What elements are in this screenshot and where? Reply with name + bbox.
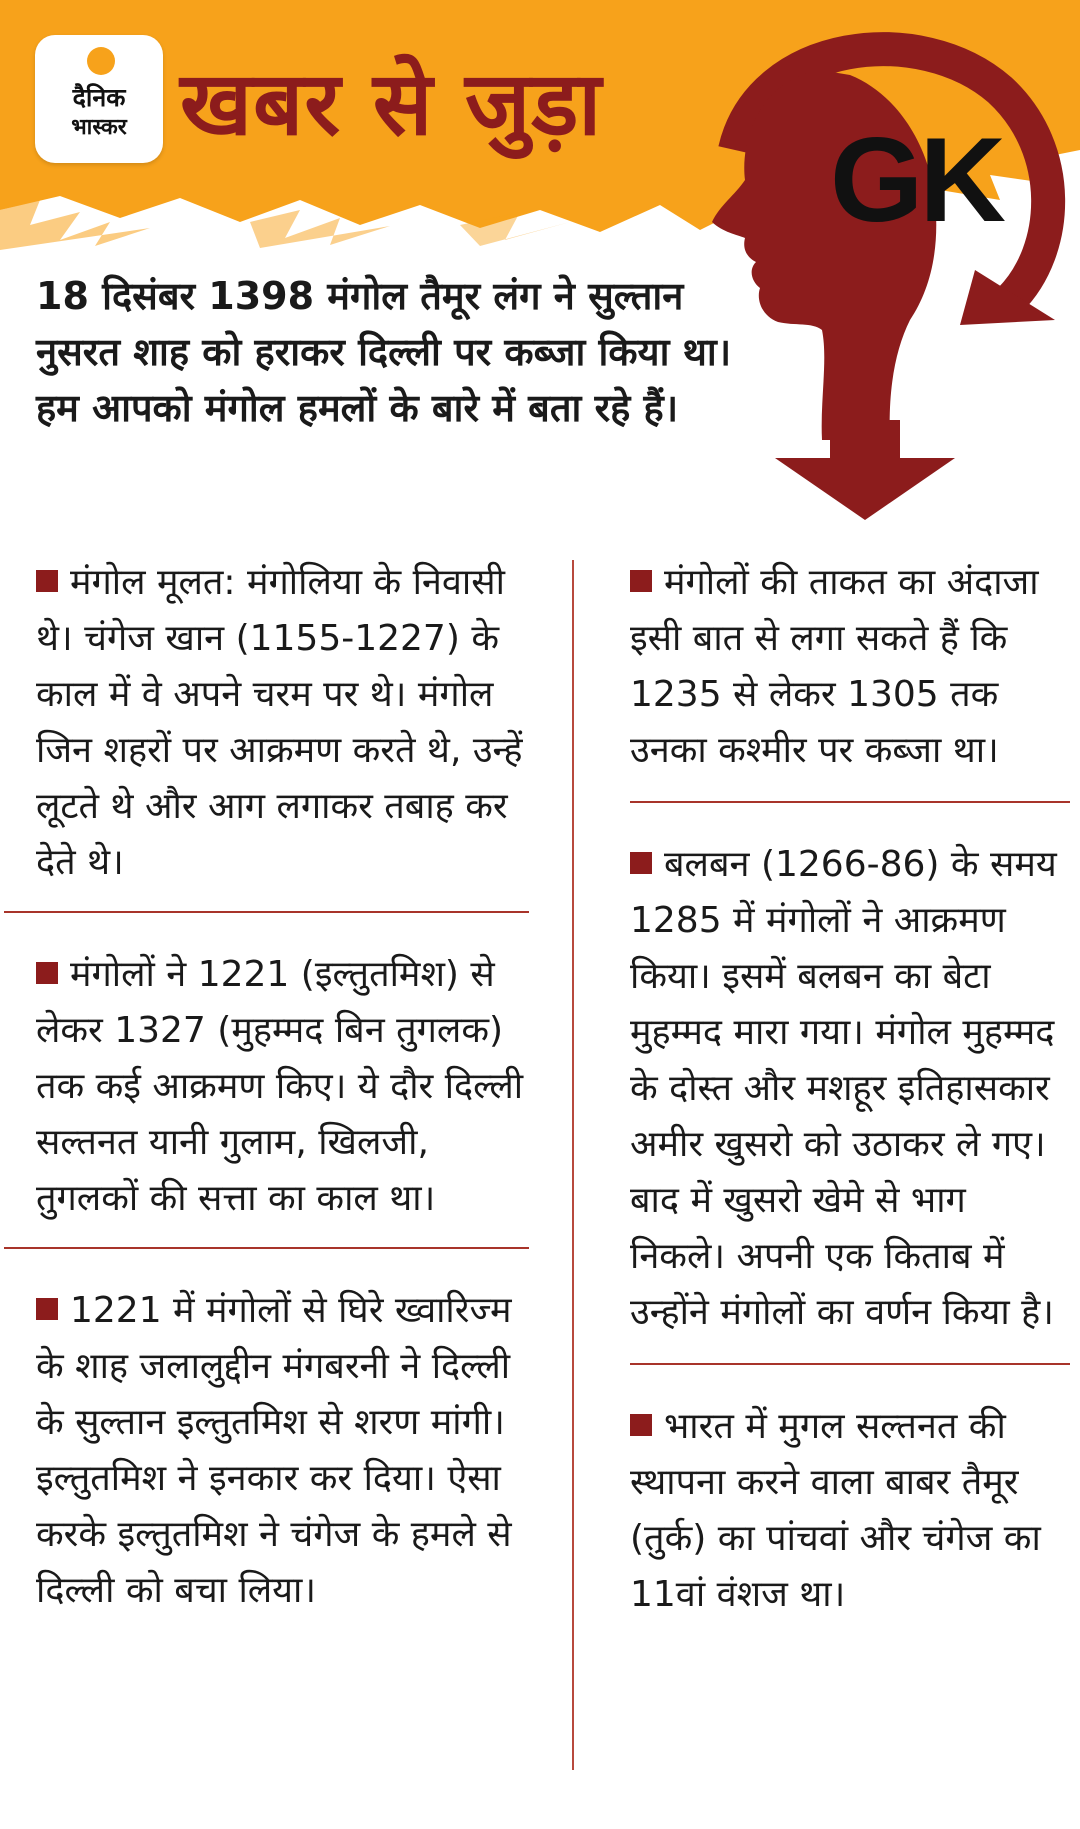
square-bullet-icon — [36, 1298, 58, 1320]
section-divider — [4, 1247, 529, 1249]
fact-text: 1221 में मंगोलों से घिरे ख्वारिज्म के शाह जलालुद्दीन मंगबरनी ने दिल्ली के सुल्तान इल्तुतमिश से शरण मांगी। इल्तुतमिश ने इनकार कर दिया। ऐसा करके इल्तुतमिश ने चंगेज के हमले से दिल्ली को बचा लिया। — [36, 1290, 512, 1611]
fact-text: मंगोलों की ताकत का अंदाजा इसी बात से लगा सकते हैं कि 1235 से लेकर 1305 तक उनका कश्मीर पर कब्जा था। — [630, 562, 1039, 771]
square-bullet-icon — [630, 852, 652, 874]
fact-item — [36, 1283, 526, 1619]
left-column — [36, 555, 526, 1619]
fact-item — [36, 555, 526, 891]
intro-paragraph: 18 दिसंबर 1398 मंगोल तैमूर लंग ने सुल्तान नुसरत शाह को हराकर दिल्ली पर कब्जा किया था। हम आपको मंगोल हमलों के बारे में बता रहे हैं। — [36, 274, 732, 430]
fact-text: भारत में मुगल सल्तनत की स्थापना करने वाला बाबर तैमूर (तुर्क) का पांचवां और चंगेज का 11वां वंशज था। — [630, 1406, 1041, 1615]
square-bullet-icon — [36, 962, 58, 984]
page-title: खबर से जुड़ा — [180, 52, 603, 155]
fact-item — [630, 1399, 1070, 1623]
column-divider — [572, 560, 574, 1770]
section-divider — [4, 911, 529, 913]
section-divider — [630, 801, 1070, 803]
logo-text-line1: दैनिक — [72, 83, 126, 112]
fact-text: मंगोलों ने 1221 (इल्तुतमिश) से लेकर 1327 (मुहम्मद बिन तुगलक) तक कई आक्रमण किए। ये दौर दिल्ली सल्तनत यानी गुलाम, खिलजी, तुगलकों की सत्ता का काल था। — [36, 954, 524, 1219]
fact-item — [36, 947, 526, 1227]
fact-item — [630, 837, 1070, 1341]
section-divider — [630, 1363, 1070, 1365]
square-bullet-icon — [36, 570, 58, 592]
fact-item — [630, 555, 1070, 779]
fact-text: मंगोल मूलत: मंगोलिया के निवासी थे। चंगेज खान (1155-1227) के काल में वे अपने चरम पर थे। मंगोल जिन शहरों पर आक्रमण करते थे, उन्हें लूटते थे और आग लगाकर तबाह कर देते थे। — [36, 562, 523, 883]
fact-text: बलबन (1266-86) के समय 1285 में मंगोलों ने आक्रमण किया। इसमें बलबन का बेटा मुहम्मद मारा गया। मंगोल मुहम्मद के दोस्त और मशहूर इतिहासकार अमीर खुसरो को उठाकर ले गए। बाद में खुसरो खेमे से भाग निकले। अपनी एक किताब में उन्होंने मंगोलों का वर्णन किया है। — [630, 844, 1057, 1333]
right-column — [630, 555, 1070, 1623]
square-bullet-icon — [630, 1414, 652, 1436]
gk-badge: GK — [830, 113, 1002, 247]
square-bullet-icon — [630, 570, 652, 592]
logo-text-line2: भास्कर — [71, 115, 127, 140]
